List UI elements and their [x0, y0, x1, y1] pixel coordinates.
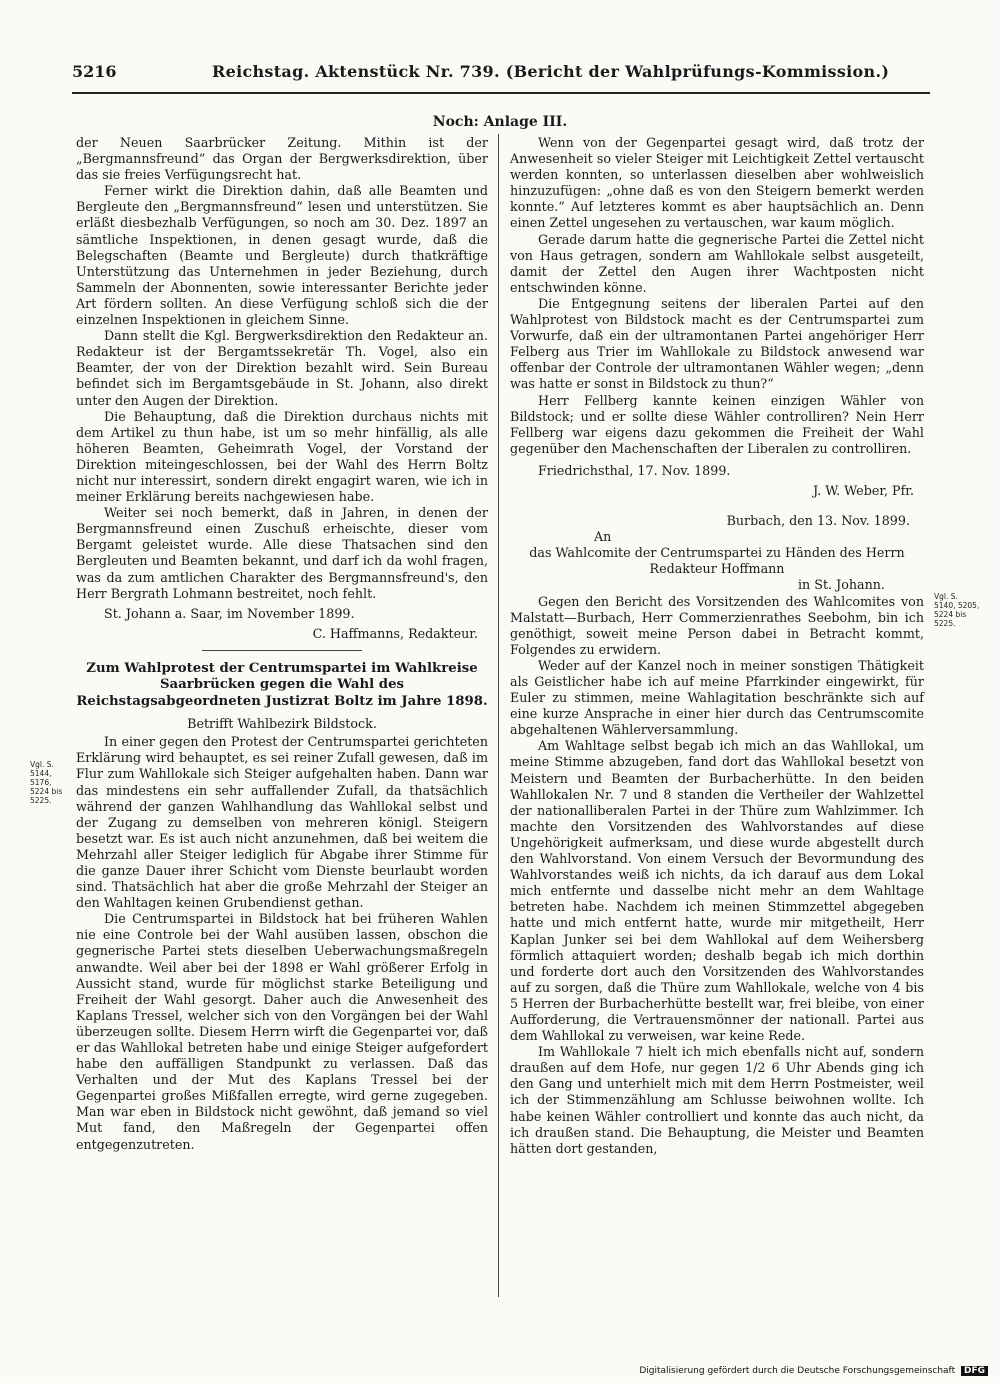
paragraph: Die Entgegnung seitens der liberalen Partei auf den Wahlprotest von Bildstock macht es der Centrumspartei zum Vorwurfe, daß ein der ultramontanen Partei angehöriger Herr Felberg aus Trier im Wahllokale zu Bildstock anwesend war offenbar der Controle der ultramontanen Wähler wegen; „denn was hatte er sonst in Bildstock zu thun?“ — [510, 295, 924, 392]
signature: C. Haffmanns, Redakteur. — [312, 625, 478, 641]
place-date: Friedrichsthal, 17. Nov. 1899. — [538, 462, 731, 478]
paragraph: Wenn von der Gegenpartei gesagt wird, daß trotz der Anwesenheit so vieler Steiger mit Leichtigkeit Zettel vertauscht werden konnten, so unterlassen dieselben aber wohlweislich hinzuzufügen: „ohne daß es von den Steigern bemerkt werden konnte.“ Auf letzteres kommt es aber hauptsächlich an. Denn einen Zettel ungesehen zu vertauschen, war kaum möglich. — [510, 135, 924, 231]
paragraph: Gerade darum hatte die gegnerische Partei die Zettel nicht von Haus getragen, sondern am Wahllokale selbst ausgeteilt, damit der Zettel den Augen ihrer Wachtposten nicht entschwinden könne. — [510, 231, 924, 295]
right-column — [510, 135, 924, 1157]
page-header — [72, 62, 930, 86]
page-number: 5216 — [72, 62, 117, 81]
digitization-footer — [639, 1366, 988, 1376]
paragraph: Weiter sei noch bemerkt, daß in Jahren, in denen der Bergmannsfreund einen Zuschuß erheischte, dieser vom Bergamt geleistet wurde. Alle diese Thatsachen sind den Bergleuten und Beamten bekannt, und darf ich da wohl fragen, was da zum amtlichen Charakter des Bergmannsfreund's, den Herr Bergrath Lohmann bestreitet, noch fehlt. — [76, 505, 488, 601]
paragraph: Weder auf der Kanzel noch in meiner sonstigen Thätigkeit als Geistlicher habe ich auf meine Pfarrkinder eingewirkt, für Euler zu stimmen, meine Wahlagitation beschränkte sich auf eine kurze Ansprache in einer hier durch das Centrumscomite abgehaltenen Wählerversammlung. — [510, 657, 924, 738]
letter-to: An — [594, 529, 612, 545]
running-title: Reichstag. Aktenstück Nr. 739. (Bericht der Wahlprüfungs-Kommission.) — [212, 62, 890, 81]
paragraph: Ferner wirkt die Direktion dahin, daß alle Beamten und Bergleute den „Bergmannsfreund“ lesen und unterstützen. Sie erläßt diesbezhalb Verfügungen, so noch am 30. Dez. 1897 an sämtliche Inspektionen, in denen gesagt wurde, daß die Belegschaften (Beamte und Bergleute) durch thatkräftige Unterstützung das Unternehmen in jeder Beziehung, durch Sammeln der Abonnenten, sowie interessanter Berichte jeder Art fördern sollten. An diese Verfügung schloß sich die der einzelnen Inspektionen in gleichem Sinne. — [76, 183, 488, 328]
paragraph: der Neuen Saarbrücker Zeitung. Mithin ist der „Bergmannsfreund“ das Organ der Bergwerksdirektion, über das sie freies Verfügungsrecht hat. — [76, 135, 488, 183]
margin-note-right: Vgl. S. 5140, 5205, 5224 bis 5225. — [934, 592, 980, 628]
letter-recipient: das Wahlcomite der Centrumspartei zu Händen des Herrn Redakteur Hoffmann — [529, 545, 905, 577]
section-heading: Zum Wahlprotest der Centrumspartei im Wahlkreise Saarbrücken gegen die Wahl des Reichstagsabgeordneten Justizrat Boltz im Jahre 1898. — [76, 660, 488, 709]
paragraph: Herr Fellberg kannte keinen einzigen Wähler von Bildstock; und er sollte diese Wähler controlliren? Nein Herr Fellberg war eigens dazu gekommen die Freiheit der Wahl gegenüber den Machenschaften der Liberalen zu controlliren. — [510, 392, 924, 456]
left-column — [76, 135, 488, 1153]
letter-city: in St. Johann. — [798, 577, 885, 593]
annex-heading: Noch: Anlage III. — [432, 114, 568, 130]
margin-note-left: Vgl. S. 5144, 5176, 5224 bis 5225. — [30, 760, 63, 805]
paragraph: Am Wahltage selbst begab ich mich an das Wahllokal, um meine Stimme abzugeben, fand dort das Wahllokal besetzt von Meistern und Beamten der Burbacherhütte. In den beiden Wahllokalen Nr. 7 und 8 standen die Vertheiler der Wahlzettel der nationalliberalen Partei in der Thüre zum Wahlzimmer. Ich machte den Vorsitzenden des Wahlvorstandes auf diese Ungehörigkeit aufmerksam, und diese wurde abgestellt durch den Wahlvorstand. Von einem Versuch der Bevormundung des Wahlvorstandes weiß ich nichts, da ich darauf aus dem Lokal mich entfernte und dasselbe nicht mehr an dem Wahltage betreten habe. Nachdem ich meinen Stimmzettel abgegeben hatte und mich entfernt hatte, wurde mir mitgetheilt, Herr Kaplan Junker sei bei dem Wahllokal auf dem Weihersberg förmlich attaquiert worden; deshalb begab ich mich dorthin und forderte dort auch den Vorsitzenden des Wahlvorstandes auf zu sorgen, daß die Thüre zum Wahllokale, welche von 4 bis 5 Herren der Burbacherhütte bestellt war, frei bleibe, von einer Aufforderung, die Vertrauensmönner der nationall. Partei aus dem Wahllokal zu verweisen, war keine Rede. — [510, 738, 924, 1044]
paragraph: Die Behauptung, daß die Direktion durchaus nichts mit dem Artikel zu thun habe, ist um so mehr hinfällig, als alle höheren Beamten, Geheimrath Vogel, der Vorstand der Direktion miteingeschlossen, bei der Wahl des Herrn Boltz nicht nur interessirt, sondern direkt engagirt waren, wie ich in meiner Erklärung bereits nachgewiesen habe. — [76, 408, 488, 505]
letter-place-date: Burbach, den 13. Nov. 1899. — [726, 513, 910, 529]
paragraph: Im Wahllokale 7 hielt ich mich ebenfalls nicht auf, sondern draußen auf dem Hofe, nur gegen 1/2 6 Uhr Abends ging ich den Gang und unterhielt mich mit dem Herrn Postmeister, weil ich der Stimmenzählung am Schlusse beiwohnen wollte. Ich habe keinen Wähler controlliert und konnte das auch nicht, da ich draußen stand. Die Behauptung, die Meister und Beamten hätten dort gestanden, — [510, 1044, 924, 1156]
signature: J. W. Weber, Pfr. — [813, 482, 914, 498]
section-divider — [202, 650, 362, 651]
header-rule — [72, 92, 930, 94]
footer-text: Digitalisierung gefördert durch die Deutsche Forschungsgemeinschaft — [639, 1366, 956, 1376]
subheading: Betrifft Wahlbezirk Bildstock. — [187, 716, 377, 732]
column-divider — [498, 134, 499, 1297]
place-date: St. Johann a. Saar, im November 1899. — [104, 605, 355, 621]
paragraph: Dann stellt die Kgl. Bergwerksdirektion den Redakteur an. Redakteur ist der Bergamtssekretär Th. Vogel, also ein Beamter, der von der Direktion bezahlt wird. Sein Bureau befindet sich im Bergamtsgebäude in St. Johann, also direkt unter den Augen der Direktion. — [76, 328, 488, 408]
paragraph: Gegen den Bericht des Vorsitzenden des Wahlcomites von Malstatt—Burbach, Herr Commerzienrathes Seebohm, bin ich genöthigt, soweit meine Person dabei in Betracht kommt, Folgendes zu erwidern. — [510, 593, 924, 657]
dfg-logo: DFG — [961, 1366, 988, 1376]
paragraph: In einer gegen den Protest der Centrumspartei gerichteten Erklärung wird behauptet, es sei reiner Zufall gewesen, daß im Flur zum Wahllokale sich Steiger aufgehalten haben. Dann war das mindestens ein sehr auffallender Zufall, da thatsächlich während der ganzen Wahlhandlung das Wahllokal selbst und der Zugang zu demselben von mehreren königl. Steigern besetzt war. Es ist auch nicht anzunehmen, daß bei weitem die Mehrzahl aller Steiger lediglich für Abgabe ihrer Stimme für die ganze Dauer ihrer Schicht vom Dienste beurlaubt worden sind. Thatsächlich hat aber die große Mehrzahl der Steiger an den Wahltagen keinen Grubendienst gethan. — [76, 734, 488, 911]
paragraph: Die Centrumspartei in Bildstock hat bei früheren Wahlen nie eine Controle bei der Wahl ausüben lassen, obschon die gegnerische Partei stets dieselben Ueberwachungsmaßregeln anwandte. Weil aber bei der 1898 er Wahl größerer Erfolg in Aussicht stand, wurde für möglichst starke Beteiligung und Freiheit der Wahl gesorgt. Daher auch die Anwesenheit des Kaplans Tressel, welcher sich von den Vorgängen bei der Wahl überzeugen sollte. Diesem Herrn wirft die Gegenpartei vor, daß er das Wahllokal betreten habe und einige Steiger aufgefordert habe den auffälligen Standpunkt zu verlassen. Daß das Verhalten und der Mut des Kaplans Tressel bei der Gegenpartei großes Mißfallen erregte, wird gerne zugegeben. Man war eben in Bildstock nicht gewöhnt, daß jemand so viel Mut fand, den Maßregeln der Gegenpartei offen entgegenzutreten. — [76, 911, 488, 1152]
